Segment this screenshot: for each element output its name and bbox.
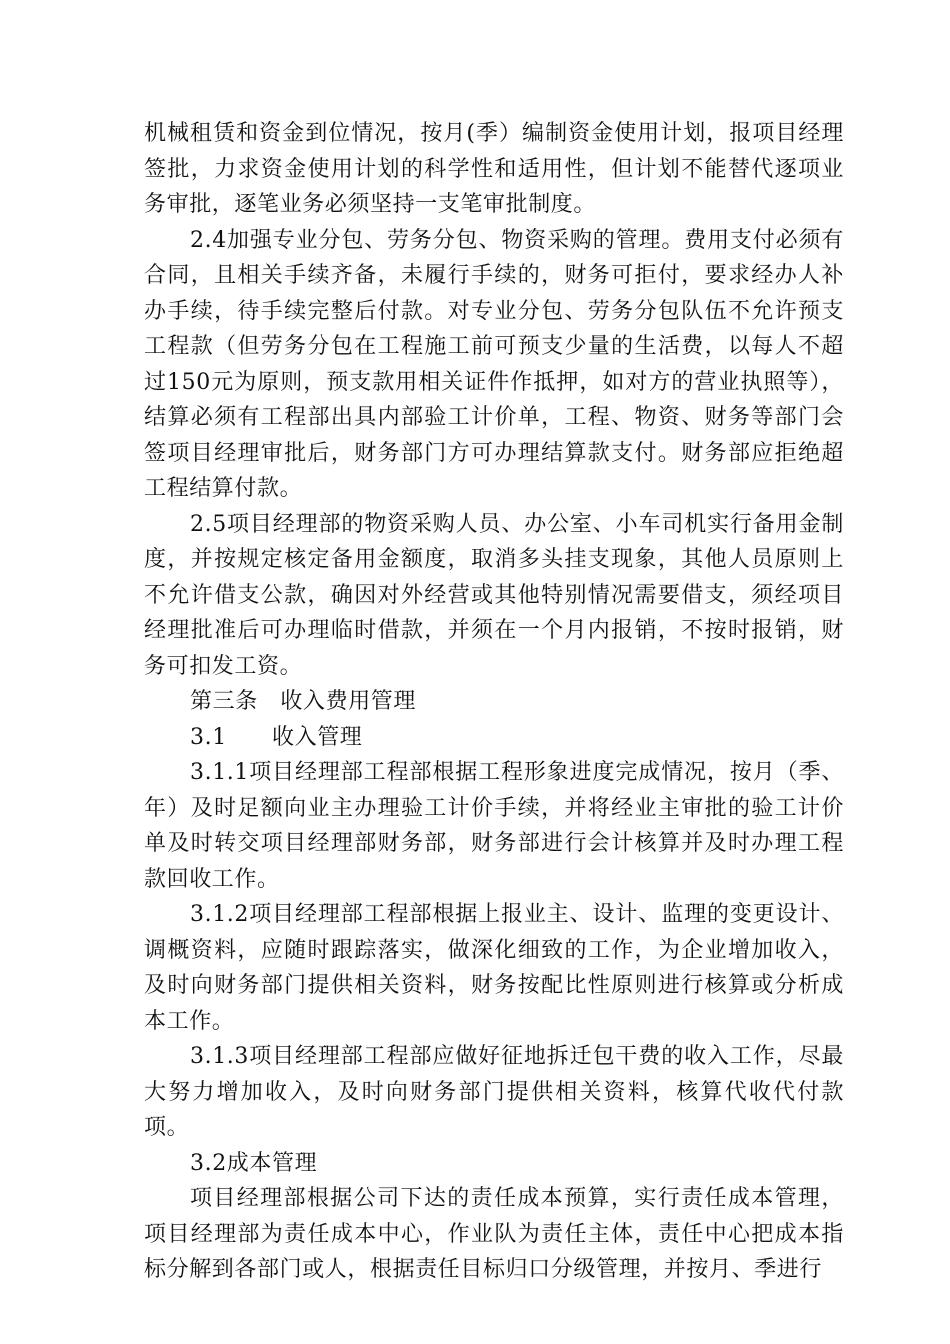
- paragraph-2-4-subcontract: 2.4加强专业分包、劳务分包、物资采购的管理。费用支付必须有合同，且相关手续齐备，未履行手续的，财务可拒付，要求经办人补办手续，待手续完整后付款。对专业分包、劳务分包队伍不允许预支工程款（但劳务分包在工程施工前可预支少量的生活费，以每人不超过150元为原则，预支款用相关证件作抵押，如对方的营业执照等），结算必须有工程部出具内部验工计价单，工程、物资、财务等部门会签项目经理审批后，财务部门方可办理结算款支付。财务部应拒绝超工程结算付款。: [144, 227, 844, 501]
- paragraph-3-1-3: 3.1.3项目经理部工程部应做好征地拆迁包干费的收入工作，尽最大努力增加收入，及时向财务部门提供相关资料，核算代收代付款项。: [144, 1044, 844, 1140]
- paragraph-capital-plan: 机械租赁和资金到位情况，按月(季）编制资金使用计划，报项目经理签批，力求资金使用计划的科学性和适用性，但计划不能替代逐项业务审批，逐笔业务必须坚持一支笔审批制度。: [144, 121, 844, 217]
- paragraph-3-1-1: 3.1.1项目经理部工程部根据工程形象进度完成情况，按月（季、年）及时足额向业主办理验工计价手续，并将经业主审批的验工计价单及时转交项目经理部财务部，财务部进行会计核算并及时办理工程款回收工作。: [144, 760, 844, 892]
- heading-article-3: 第三条 收入费用管理: [190, 689, 417, 714]
- heading-3-1-income: 3.1 收入管理: [190, 724, 363, 750]
- document-body: [144, 116, 844, 1288]
- paragraph-cost-management: 项目经理部根据公司下达的责任成本预算，实行责任成本管理，项目经理部为责任成本中心，作业队为责任主体，责任中心把成本指标分解到各部门或人，根据责任目标归口分级管理，并按月、季进行: [144, 1186, 844, 1282]
- paragraph-2-5-petty-cash: 2.5项目经理部的物资采购人员、办公室、小车司机实行备用金制度，并按规定核定备用金额度，取消多头挂支现象，其他人员原则上不允许借支公款，确因对外经营或其他特别情况需要借支，须经项目经理批准后可办理临时借款，并须在一个月内报销，不按时报销，财务可扣发工资。: [144, 511, 844, 679]
- heading-3-2-cost: 3.2成本管理: [190, 1150, 318, 1176]
- paragraph-3-1-2: 3.1.2项目经理部工程部根据上报业主、设计、监理的变更设计、调概资料，应随时跟踪落实，做深化细致的工作，为企业增加收入，及时向财务部门提供相关资料，财务按配比性原则进行核算或分析成本工作。: [144, 902, 844, 1034]
